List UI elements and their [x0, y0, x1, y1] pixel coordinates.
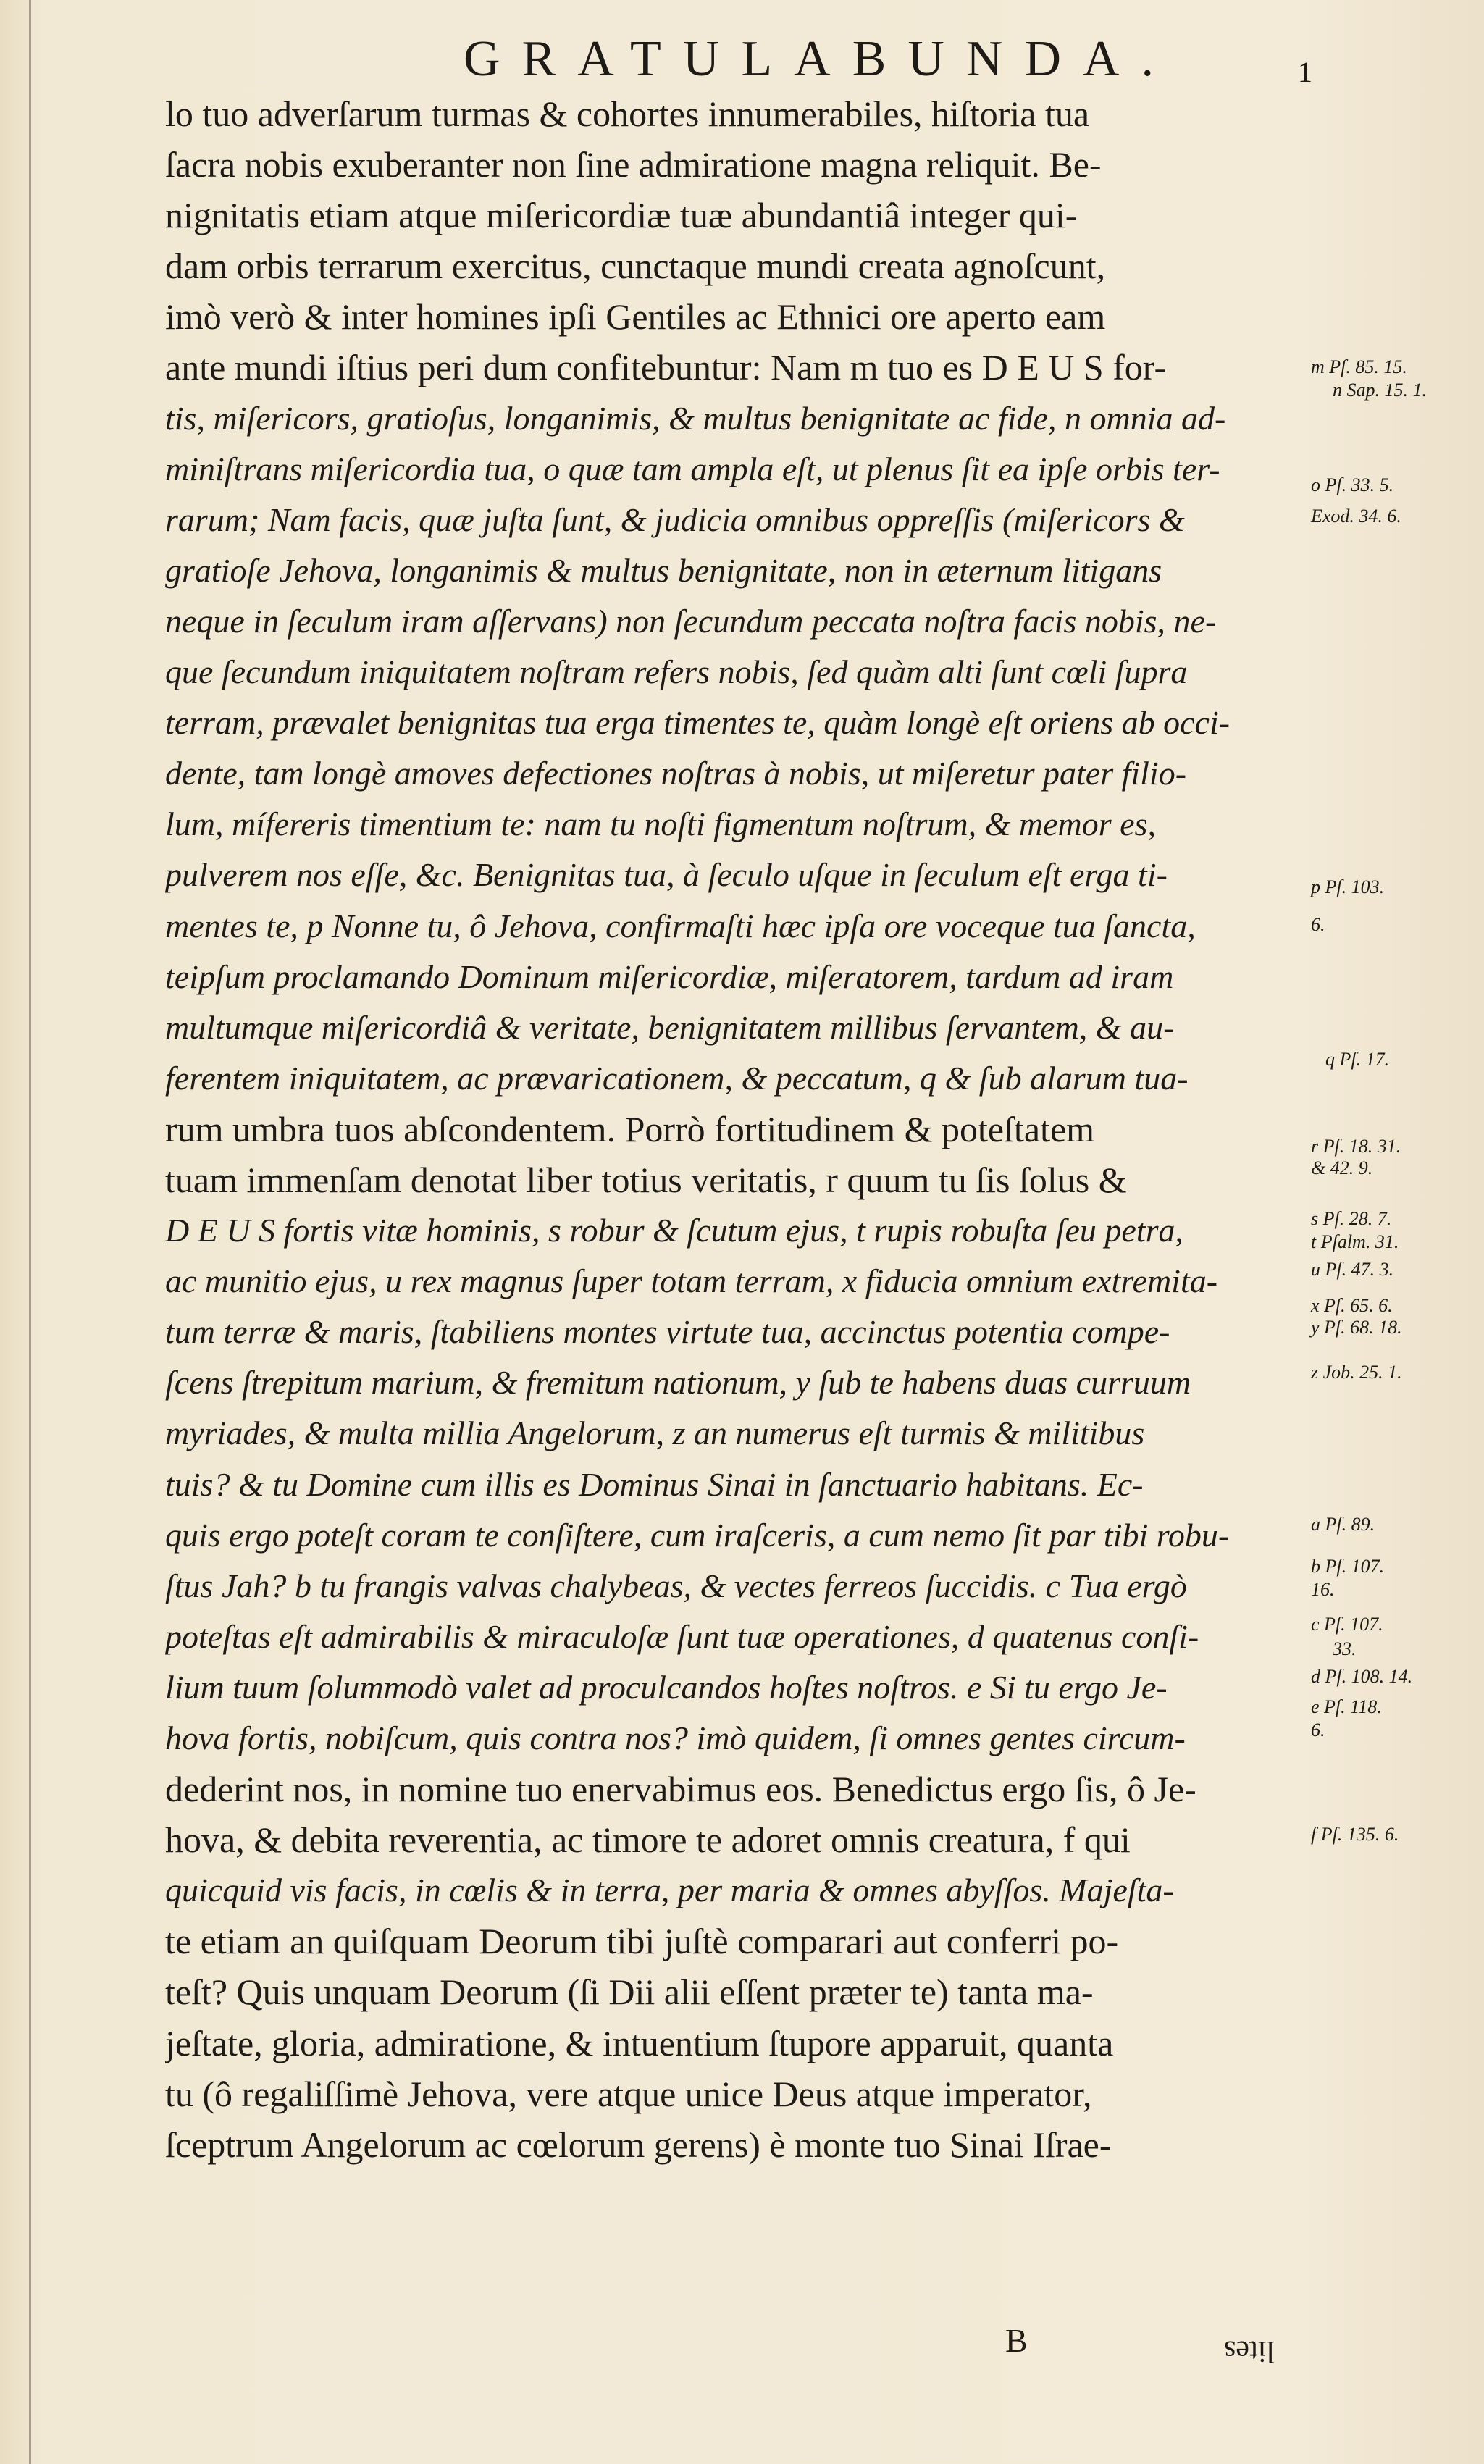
text-line: tum terræ & maris, ſtabiliens montes virtute tua, accinctus potentia compe- — [165, 1313, 1170, 1351]
text-line: ante mundi iſtius peri dum confitebuntur: Nam m tuo es D E U S for- — [165, 347, 1167, 388]
text-line: dederint nos, in nomine tuo enervabimus eos. Benedictus ergo ſis, ô Je- — [165, 1769, 1196, 1810]
margin-note: c Pſ. 107. — [1311, 1614, 1383, 1635]
margin-notes — [1311, 0, 1456, 2464]
text-line: tu (ô regaliſſimè Jehova, vere atque unice Deus atque imperator, — [165, 2073, 1092, 2114]
text-line: rum umbra tuos abſcondentem. Porrò fortitudinem & poteſtatem — [165, 1108, 1095, 1149]
margin-note: n Sap. 15. 1. — [1333, 380, 1427, 401]
text-line: tuis? & tu Domine cum illis es Dominus Sinai in ſanctuario habitans. Ec- — [165, 1465, 1144, 1503]
text-line: ſtus Jah? b tu frangis valvas chalybeas, & vectes ferreos ſuccidis. c Tua ergò — [165, 1567, 1187, 1604]
margin-note: b Pſ. 107. — [1311, 1556, 1385, 1577]
margin-note: p Pſ. 103. — [1311, 876, 1385, 897]
text-line: hova, & debita reverentia, ac timore te adoret omnis creatura, f qui — [165, 1819, 1131, 1861]
margin-note: s Pſ. 28. 7. — [1311, 1208, 1392, 1229]
text-line: mentes te, p Nonne tu, ô Jehova, confirmaſti hæc ipſa ore voceque tua ſancta, — [165, 907, 1196, 944]
text-line: jeſtate, gloria, admiratione, & intuentium ſtupore apparuit, quanta — [165, 2022, 1114, 2063]
text-line: quicquid vis facis, in cœlis & in terra, per maria & omnes abyſſos. Majeſta- — [165, 1872, 1174, 1909]
text-line: dente, tam longè amoves defectiones noſtras à nobis, ut miſeretur pater filio- — [165, 755, 1187, 792]
margin-note: z Job. 25. 1. — [1311, 1362, 1402, 1383]
margin-note: t Pſalm. 31. — [1311, 1231, 1399, 1252]
signature-mark: B — [1005, 2322, 1028, 2359]
margin-note: q Pſ. 17. — [1325, 1049, 1390, 1070]
text-line: lo tuo adverſarum turmas & cohortes innumerabiles, hiſtoria tua — [165, 93, 1090, 134]
text-line: lium tuum ſolummodò valet ad proculcandos hoſtes noſtros. e Si tu ergo Je- — [165, 1668, 1168, 1706]
text-line: que ſecundum iniquitatem noſtram refers nobis, ſed quàm alti ſunt cœli ſupra — [165, 653, 1188, 691]
text-line: miniſtrans miſericordia tua, o quæ tam ampla eſt, ut plenus ſit ea ipſe orbis ter- — [165, 450, 1220, 487]
margin-note: m Pſ. 85. 15. — [1311, 356, 1407, 377]
margin-note: o Pſ. 33. 5. — [1311, 474, 1394, 495]
text-line: rarum; Nam facis, quæ juſta ſunt, & judicia omnibus oppreſſis (miſericors & — [165, 500, 1185, 538]
running-head: GRATULABUNDA. — [464, 31, 1176, 87]
text-line: ſceptrum Angelorum ac cœlorum gerens) è monte tuo Sinai Iſrae- — [165, 2124, 1112, 2165]
text-line: ferentem iniquitatem, ac prævaricationem, & peccatum, q & ſub alarum tua- — [165, 1059, 1189, 1097]
text-line: te etiam an quiſquam Deorum tibi juſtè comparari aut conferri po- — [165, 1921, 1119, 1962]
margin-note: u Pſ. 47. 3. — [1311, 1259, 1394, 1280]
text-line: gratioſe Jehova, longanimis & multus benignitate, non in æternum litigans — [165, 551, 1162, 589]
text-line: D E U S fortis vitæ hominis, s robur & ſcutum ejus, t rupis robuſta ſeu petra, — [165, 1212, 1184, 1249]
margin-note: y Pſ. 68. 18. — [1311, 1317, 1402, 1338]
text-line: pulverem nos eſſe, &c. Benignitas tua, à ſeculo uſque in ſeculum eſt erga ti- — [165, 856, 1168, 894]
margin-note: 16. — [1311, 1579, 1335, 1600]
margin-note: x Pſ. 65. 6. — [1311, 1295, 1393, 1316]
text-line: nignitatis etiam atque miſericordiæ tuæ abundantiâ integer qui- — [165, 195, 1078, 236]
text-line: tuam immenſam denotat liber totius veritatis, r quum tu ſis ſolus & — [165, 1159, 1127, 1200]
margin-note: d Pſ. 108. 14. — [1311, 1666, 1413, 1687]
text-line: quis ergo poteſt coram te conſiſtere, cum iraſceris, a cum nemo ſit par tibi robu- — [165, 1516, 1230, 1554]
page-edge — [29, 0, 31, 2464]
text-line: ac munitio ejus, u rex magnus ſuper totam terram, x fiducia omnium extremita- — [165, 1262, 1218, 1300]
text-line: ſcens ſtrepitum marium, & fremitum nationum, y ſub te habens duas curruum — [165, 1364, 1191, 1401]
text-line: myriades, & multa millia Angelorum, z an numerus eſt turmis & militibus — [165, 1415, 1145, 1452]
margin-note: e Pſ. 118. — [1311, 1696, 1382, 1717]
text-line: terram, prævalet benignitas tua erga timentes te, quàm longè eſt oriens ab occi- — [165, 704, 1231, 742]
margin-note: Exod. 34. 6. — [1311, 506, 1401, 527]
body-text — [165, 88, 1295, 2170]
margin-note: a Pſ. 89. — [1311, 1514, 1375, 1535]
text-line: dam orbis terrarum exercitus, cunctaque mundi creata agnoſcunt, — [165, 246, 1106, 287]
text-line: lum, mífereris timentium te: nam tu noſti figmentum noſtrum, & memor es, — [165, 805, 1156, 843]
text-line: ſacra nobis exuberanter non ſine admiratione magna reliquit. Be- — [165, 144, 1102, 185]
text-line: poteſtas eſt admirabilis & miraculoſæ ſunt tuæ operationes, d quatenus conſi- — [165, 1617, 1199, 1655]
folio-mark: 1 — [1298, 56, 1312, 88]
text-line: multumque miſericordiâ & veritate, benignitatem millibus ſervantem, & au- — [165, 1008, 1175, 1046]
text-line: imò verò & inter homines ipſi Gentiles ac Ethnici ore aperto eam — [165, 296, 1106, 338]
margin-note: r Pſ. 18. 31. — [1311, 1136, 1401, 1157]
text-line: teſt? Quis unquam Deorum (ſi Dii alii eſſent præter te) tanta ma- — [165, 1971, 1094, 2013]
text-line: hova fortis, nobiſcum, quis contra nos? imò quidem, ſi omnes gentes circum- — [165, 1719, 1186, 1756]
margin-note: & 42. 9. — [1311, 1157, 1373, 1178]
margin-note: 6. — [1311, 914, 1325, 935]
text-line: neque in ſeculum iram aſſervans) non ſecundum peccata noſtra facis nobis, ne- — [165, 602, 1217, 640]
text-line: tis, miſericors, gratioſus, longanimis, & multus benignitate ac fide, n omnia ad- — [165, 399, 1226, 437]
margin-note: 33. — [1333, 1638, 1357, 1659]
text-line: teipſum proclamando Dominum miſericordiæ, miſeratorem, tardum ad iram — [165, 957, 1174, 995]
catchword: lites — [1224, 2334, 1275, 2368]
margin-note: f Pſ. 135. 6. — [1311, 1824, 1399, 1845]
margin-note: 6. — [1311, 1719, 1325, 1740]
